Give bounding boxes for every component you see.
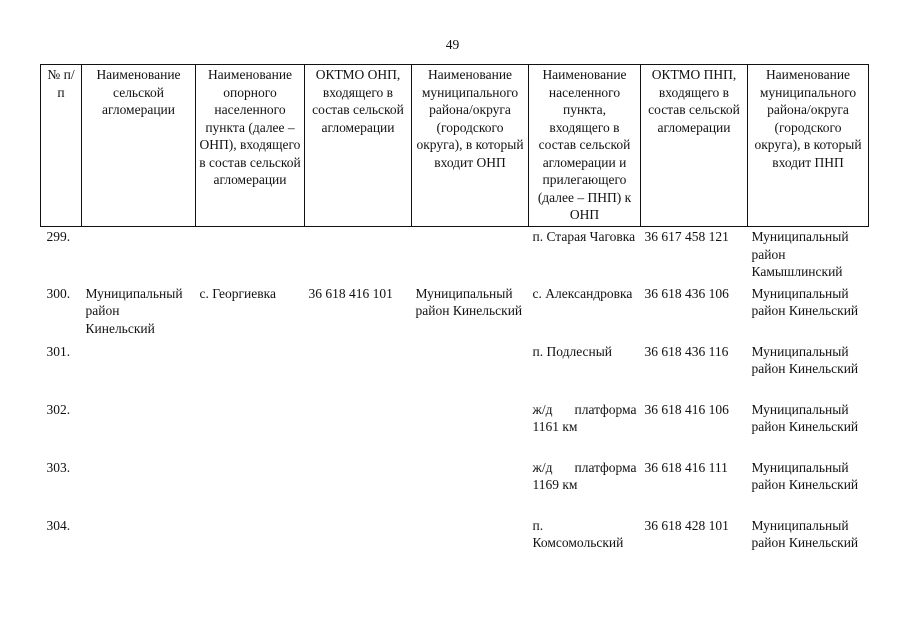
pnp-district-cell: Муниципальный район Кинельский	[751, 459, 859, 492]
header-onp-district: Наименование муниципального района/округа (городского округа), в который входит ОНП	[412, 65, 529, 227]
pnp-cell: ж/д платформа 1161 км	[532, 401, 637, 434]
onp-oktmo-cell	[305, 401, 412, 459]
onp-oktmo-cell	[305, 227, 412, 285]
pnp-district-cell: Муниципальный район Кинельский	[751, 343, 859, 376]
onp-cell	[196, 459, 305, 517]
pnp-oktmo-cell: 36 618 436 116	[644, 343, 729, 359]
pnp-oktmo-cell: 36 618 416 106	[644, 401, 729, 417]
pnp-cell: п. Старая Чаговка	[532, 229, 636, 244]
pnp-oktmo-cell: 36 618 416 111	[644, 459, 728, 475]
header-number: № п/п	[41, 65, 82, 227]
pnp-district-cell: Муниципальный район Кинельский	[751, 285, 859, 318]
agglomeration-cell	[82, 401, 196, 459]
table-row	[41, 459, 869, 517]
row-number: 304.	[46, 517, 71, 533]
row-number: 300.	[46, 285, 71, 301]
table-header	[41, 65, 869, 227]
onp-oktmo-cell: 36 618 416 101	[308, 285, 393, 301]
row-number: 299.	[46, 229, 71, 244]
onp-cell	[196, 401, 305, 459]
pnp-oktmo-cell: 36 618 436 106	[644, 285, 729, 301]
page-number: 49	[445, 37, 460, 52]
onp-cell	[196, 227, 305, 285]
pnp-district-cell: Муниципальный район Кинельский	[751, 401, 859, 434]
agglomeration-cell: Муниципальный район Кинельский	[85, 285, 183, 336]
pnp-cell: с. Александровка	[532, 285, 633, 301]
pnp-cell: ж/д платформа 1169 км	[532, 459, 637, 492]
onp-oktmo-cell	[305, 459, 412, 517]
onp-cell	[196, 343, 305, 401]
agglomeration-cell	[82, 343, 196, 401]
row-number: 303.	[46, 459, 71, 475]
onp-cell: с. Георгиевка	[199, 285, 276, 301]
table-row	[41, 343, 869, 401]
agglomeration-table	[40, 64, 869, 575]
onp-cell	[196, 517, 305, 575]
agglomeration-cell	[82, 459, 196, 517]
onp-oktmo-cell	[305, 343, 412, 401]
header-pnp: Наименование населенного пункта, входящего в состав сельской агломерации и прилегающего (далее – ПНП) к ОНП	[529, 65, 641, 227]
pnp-district-cell: Муниципальный район Камышлинский	[751, 229, 849, 279]
pnp-cell: п. Комсомольский	[532, 517, 624, 550]
header-onp-oktmo: ОКТМО ОНП, входящего в состав сельской агломерации	[305, 65, 412, 227]
table-row	[41, 401, 869, 459]
table-row	[41, 285, 869, 343]
agglomeration-cell	[82, 517, 196, 575]
pnp-oktmo-cell: 36 617 458 121	[644, 229, 729, 244]
onp-district-cell	[412, 343, 529, 401]
onp-oktmo-cell	[305, 517, 412, 575]
table-row	[41, 517, 869, 575]
table-body	[41, 227, 869, 575]
header-pnp-oktmo: ОКТМО ПНП, входящего в состав сельской агломерации	[641, 65, 748, 227]
onp-district-cell	[412, 517, 529, 575]
header-agglomeration: Наименование сельской агломерации	[82, 65, 196, 227]
pnp-oktmo-cell: 36 618 428 101	[644, 517, 729, 533]
header-onp: Наименование опорного населенного пункта (далее – ОНП), входящего в состав сельской агломерации	[196, 65, 305, 227]
onp-district-cell	[412, 401, 529, 459]
onp-district-cell	[412, 227, 529, 285]
agglomeration-cell	[82, 227, 196, 285]
header-pnp-district: Наименование муниципального района/округа (городского округа), в который входит ПНП	[748, 65, 869, 227]
row-number: 302.	[46, 401, 71, 417]
table-row	[41, 227, 869, 285]
onp-district-cell	[412, 459, 529, 517]
row-number: 301.	[46, 343, 71, 359]
onp-district-cell: Муниципальный район Кинельский	[415, 285, 523, 318]
pnp-cell: п. Подлесный	[532, 343, 613, 359]
pnp-district-cell: Муниципальный район Кинельский	[751, 517, 859, 550]
